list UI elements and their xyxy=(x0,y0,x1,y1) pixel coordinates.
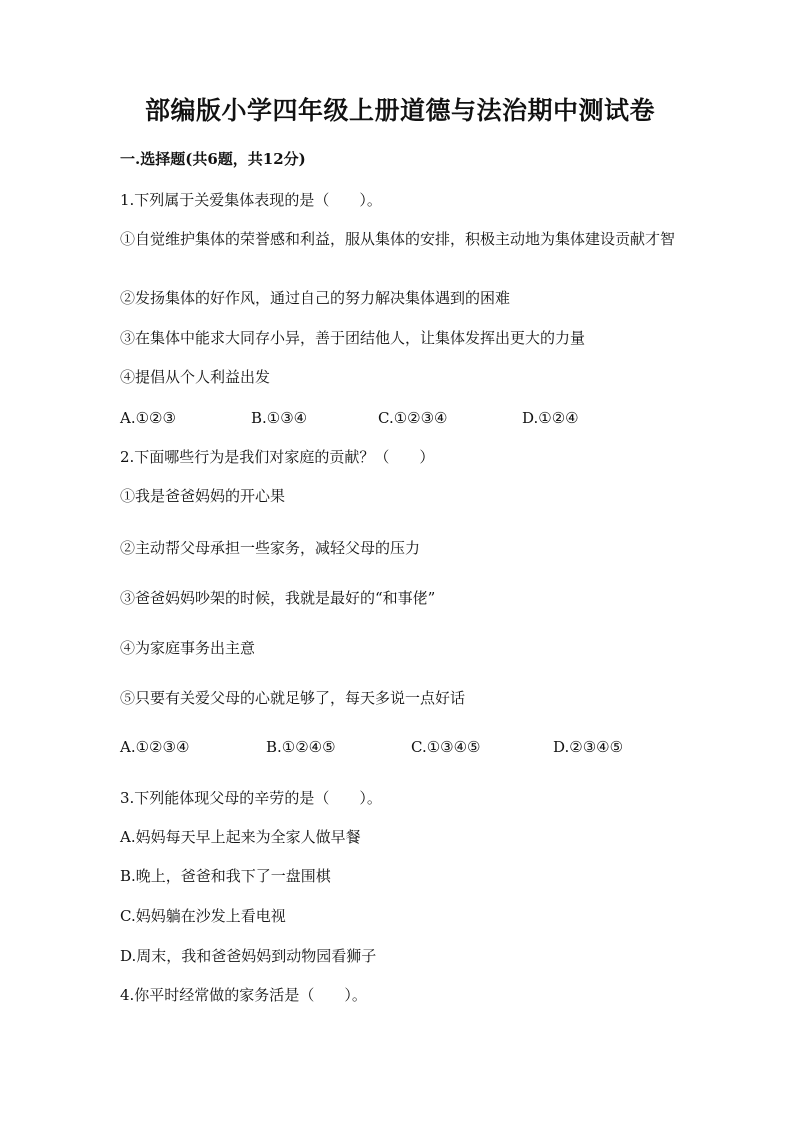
page-title: 部编版小学四年级上册道德与法治期中测试卷 xyxy=(144,96,655,125)
question-1-statement-3: ③在集体中能求大同存小异，善于团结他人，让集体发挥出更大的力量 xyxy=(120,329,586,347)
question-1-option-d[interactable]: D.①②④ xyxy=(522,409,579,427)
question-2-option-d[interactable]: D.②③④⑤ xyxy=(553,738,624,756)
question-1-options xyxy=(120,406,688,430)
question-3-option-d[interactable]: D.周末，我和爸爸妈妈到动物园看狮子 xyxy=(120,947,377,965)
question-1-statement-2: ②发扬集体的好作风，通过自己的努力解决集体遇到的困难 xyxy=(120,289,511,307)
question-2-option-c[interactable]: C.①③④⑤ xyxy=(411,738,481,756)
question-3-option-b[interactable]: B.晚上，爸爸和我下了一盘围棋 xyxy=(120,867,331,885)
question-3-option-a[interactable]: A.妈妈每天早上起来为全家人做早餐 xyxy=(120,828,361,846)
question-4-stem: 4.你平时经常做的家务活是（ ）。 xyxy=(120,986,367,1004)
question-2-statement-2: ②主动帮父母承担一些家务，减轻父母的压力 xyxy=(120,539,421,557)
question-3-stem: 3.下列能体现父母的辛劳的是（ ）。 xyxy=(120,789,382,807)
question-2-stem: 2.下面哪些行为是我们对家庭的贡献？（ ） xyxy=(120,448,435,466)
question-1-option-b[interactable]: B.①③④ xyxy=(251,409,308,427)
question-1-statement-1: ①自觉维护集体的荣誉感和利益，服从集体的安排，积极主动地为集体建设贡献才智 xyxy=(120,230,676,248)
question-1-statement-4: ④提倡从个人利益出发 xyxy=(120,368,271,386)
question-3-option-c[interactable]: C.妈妈躺在沙发上看电视 xyxy=(120,907,286,925)
section-heading: 一.选择题(共6题，共12分) xyxy=(120,150,306,168)
question-2-option-a[interactable]: A.①②③④ xyxy=(120,738,190,756)
question-1-option-a[interactable]: A.①②③ xyxy=(120,409,176,427)
question-2-statement-1: ①我是爸爸妈妈的开心果 xyxy=(120,487,286,505)
question-2-options xyxy=(120,735,688,759)
question-2-statement-3: ③爸爸妈妈吵架的时候，我就是最好的“和事佬” xyxy=(120,589,436,607)
question-2-option-b[interactable]: B.①②④⑤ xyxy=(266,738,336,756)
question-1-stem: 1.下列属于关爱集体表现的是（ ）。 xyxy=(120,191,382,209)
question-2-statement-4: ④为家庭事务出主意 xyxy=(120,639,256,657)
question-1-option-c[interactable]: C.①②③④ xyxy=(378,409,448,427)
question-2-statement-5: ⑤只要有关爱父母的心就足够了，每天多说一点好话 xyxy=(120,689,466,707)
